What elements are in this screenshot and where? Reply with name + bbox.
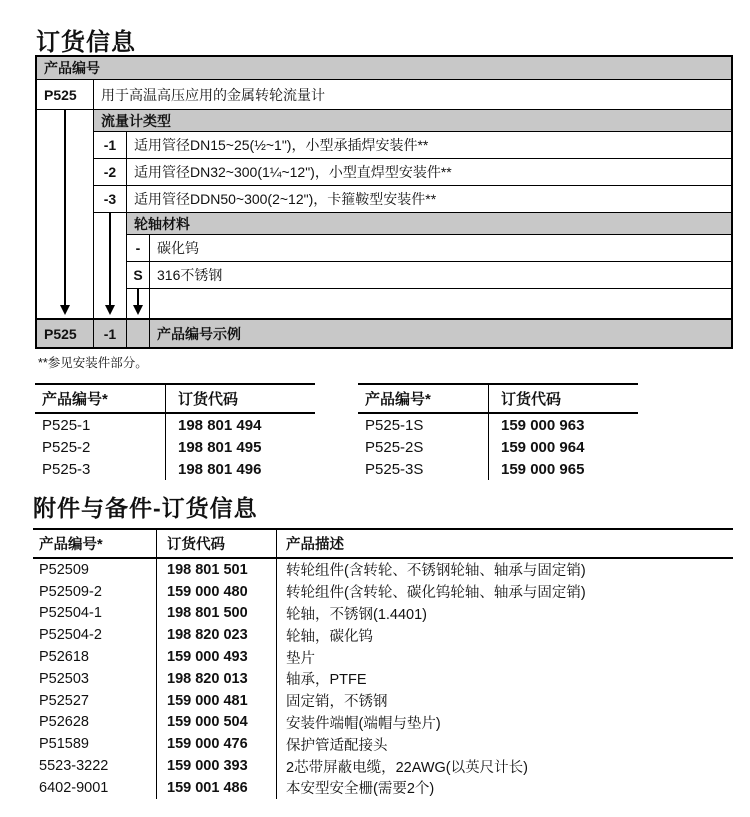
type-option-description: 适用管径DDN50~300(2~12")，卡箍鞍型安装件** xyxy=(127,186,731,213)
table-row xyxy=(35,414,315,436)
table-row xyxy=(33,646,733,668)
base-product-description: 用于高温高压应用的金属转轮流量计 xyxy=(94,80,731,110)
order-code-cell: 159 000 965 xyxy=(501,460,585,478)
column-header-product: 产品编号* xyxy=(33,530,157,557)
material-option-description: 碳化钨 xyxy=(150,235,731,262)
order-code-cell: 159 000 504 xyxy=(157,712,277,734)
material-option-description: 316不锈钢 xyxy=(150,262,731,289)
example-material-code xyxy=(127,318,150,347)
footnote: **参见安装件部分。 xyxy=(38,356,148,370)
product-code-cell: 5523-3222 xyxy=(33,755,157,777)
order-code-cell: 198 820 023 xyxy=(157,624,277,646)
order-code-table-left xyxy=(35,383,315,480)
order-code-cell: 159 000 963 xyxy=(501,416,585,434)
order-code-cell: 159 001 486 xyxy=(157,777,277,799)
material-option-code: - xyxy=(127,235,150,262)
type-option-description: 适用管径DN32~300(1¼~12")，小型直焊型安装件** xyxy=(127,159,731,186)
order-code-cell: 159 000 964 xyxy=(501,438,585,456)
product-code-structure-table xyxy=(35,55,733,349)
order-code-cell: 159 000 476 xyxy=(157,733,277,755)
table-row xyxy=(33,712,733,734)
order-code-cell: 159 000 480 xyxy=(157,581,277,603)
order-code-table-right xyxy=(358,383,638,480)
table-row xyxy=(33,733,733,755)
product-description-cell: 本安型安全栅(需要2个) xyxy=(286,781,435,798)
product-description-cell: 轮轴，碳化钨 xyxy=(286,628,373,645)
order-code-cell: 198 801 500 xyxy=(157,603,277,625)
product-description-cell: 转轮组件(含转轮、碳化钨轮轴、轴承与固定销) xyxy=(286,585,586,602)
order-code-cell: 198 801 495 xyxy=(178,438,262,456)
order-code-cell: 159 000 493 xyxy=(157,646,277,668)
material-option-code: S xyxy=(127,262,150,289)
down-arrow-icon xyxy=(127,289,150,318)
arrow-head xyxy=(105,305,115,315)
product-code-cell: P525-2 xyxy=(35,436,166,458)
order-code-cell: 198 801 494 xyxy=(178,416,262,434)
product-description-cell: 轮轴，不锈钢(1.4401) xyxy=(286,606,428,623)
product-description-cell: 安装件端帽(端帽与垫片) xyxy=(286,715,441,732)
type-option-code: -2 xyxy=(94,159,127,186)
product-code-cell: P525-1S xyxy=(358,414,489,436)
table-row xyxy=(33,603,733,625)
column-header-code: 订货代码 xyxy=(501,391,562,408)
product-code-cell: 6402-9001 xyxy=(33,777,157,799)
table-row xyxy=(35,436,315,458)
arrow-shaft xyxy=(137,289,139,305)
base-product-code: P525 xyxy=(37,80,94,110)
table-header-row xyxy=(35,385,315,414)
empty-cell xyxy=(150,289,731,318)
order-code-cell: 198 820 013 xyxy=(157,668,277,690)
product-code-cell: P52628 xyxy=(33,712,157,734)
structure-header-shaft-material: 轮轴材料 xyxy=(127,213,731,235)
table-row xyxy=(35,458,315,480)
column-header-code: 订货代码 xyxy=(178,391,239,408)
product-code-cell: P52504-2 xyxy=(33,624,157,646)
down-arrow-icon xyxy=(37,110,94,318)
product-description-cell: 转轮组件(含转轮、不锈钢轮轴、轴承与固定销) xyxy=(286,563,586,580)
table-row xyxy=(33,755,733,777)
table-row xyxy=(33,777,733,799)
product-description-cell: 保护管适配接头 xyxy=(286,737,388,754)
product-code-cell: P525-3 xyxy=(35,458,166,480)
product-code-cell: P52509 xyxy=(33,559,157,581)
column-header-description: 产品描述 xyxy=(286,537,344,553)
order-code-cell: 198 801 501 xyxy=(157,559,277,581)
example-product-code: P525 xyxy=(37,318,94,347)
table-row xyxy=(33,581,733,603)
type-option-code: -3 xyxy=(94,186,127,213)
product-description-cell: 2芯带屏蔽电缆，22AWG(以英尺计长) xyxy=(286,759,528,776)
type-option-description: 适用管径DN15~25(½~1")，小型承插焊安装件** xyxy=(127,132,731,159)
column-header-code: 订货代码 xyxy=(157,530,277,557)
example-row-label: 产品编号示例 xyxy=(150,318,731,347)
product-code-cell: P525-2S xyxy=(358,436,489,458)
arrow-head xyxy=(133,305,143,315)
page-title: 订货信息 xyxy=(36,29,136,56)
order-code-cell: 198 801 496 xyxy=(178,460,262,478)
table-row xyxy=(33,559,733,581)
structure-header-meter-type: 流量计类型 xyxy=(94,110,731,132)
type-option-code: -1 xyxy=(94,132,127,159)
product-code-cell: P52618 xyxy=(33,646,157,668)
table-row xyxy=(33,668,733,690)
order-code-cell: 159 000 481 xyxy=(157,690,277,712)
arrow-shaft xyxy=(109,213,111,305)
product-code-cell: P52504-1 xyxy=(33,603,157,625)
arrow-shaft xyxy=(64,110,66,305)
accessories-table xyxy=(33,528,733,799)
arrow-head xyxy=(60,305,70,315)
product-code-cell: P525-3S xyxy=(358,458,489,480)
table-row xyxy=(358,436,638,458)
product-code-cell: P52509-2 xyxy=(33,581,157,603)
product-description-cell: 垫片 xyxy=(286,650,315,667)
table-header-row xyxy=(33,530,733,559)
table-row xyxy=(33,690,733,712)
product-code-cell: P51589 xyxy=(33,733,157,755)
table-row xyxy=(358,458,638,480)
product-description-cell: 轴承，PTFE xyxy=(286,672,367,689)
product-code-cell: P52527 xyxy=(33,690,157,712)
column-header-product: 产品编号* xyxy=(358,385,489,412)
accessories-section-title: 附件与备件-订货信息 xyxy=(33,495,258,521)
product-code-cell: P52503 xyxy=(33,668,157,690)
product-code-cell: P525-1 xyxy=(35,414,166,436)
table-header-row xyxy=(358,385,638,414)
order-code-cell: 159 000 393 xyxy=(157,755,277,777)
example-type-code: -1 xyxy=(94,318,127,347)
down-arrow-icon xyxy=(94,213,127,318)
table-row xyxy=(33,624,733,646)
product-description-cell: 固定销，不锈钢 xyxy=(286,694,388,711)
table-row xyxy=(358,414,638,436)
structure-header-product-number: 产品编号 xyxy=(37,57,731,80)
column-header-product: 产品编号* xyxy=(35,385,166,412)
